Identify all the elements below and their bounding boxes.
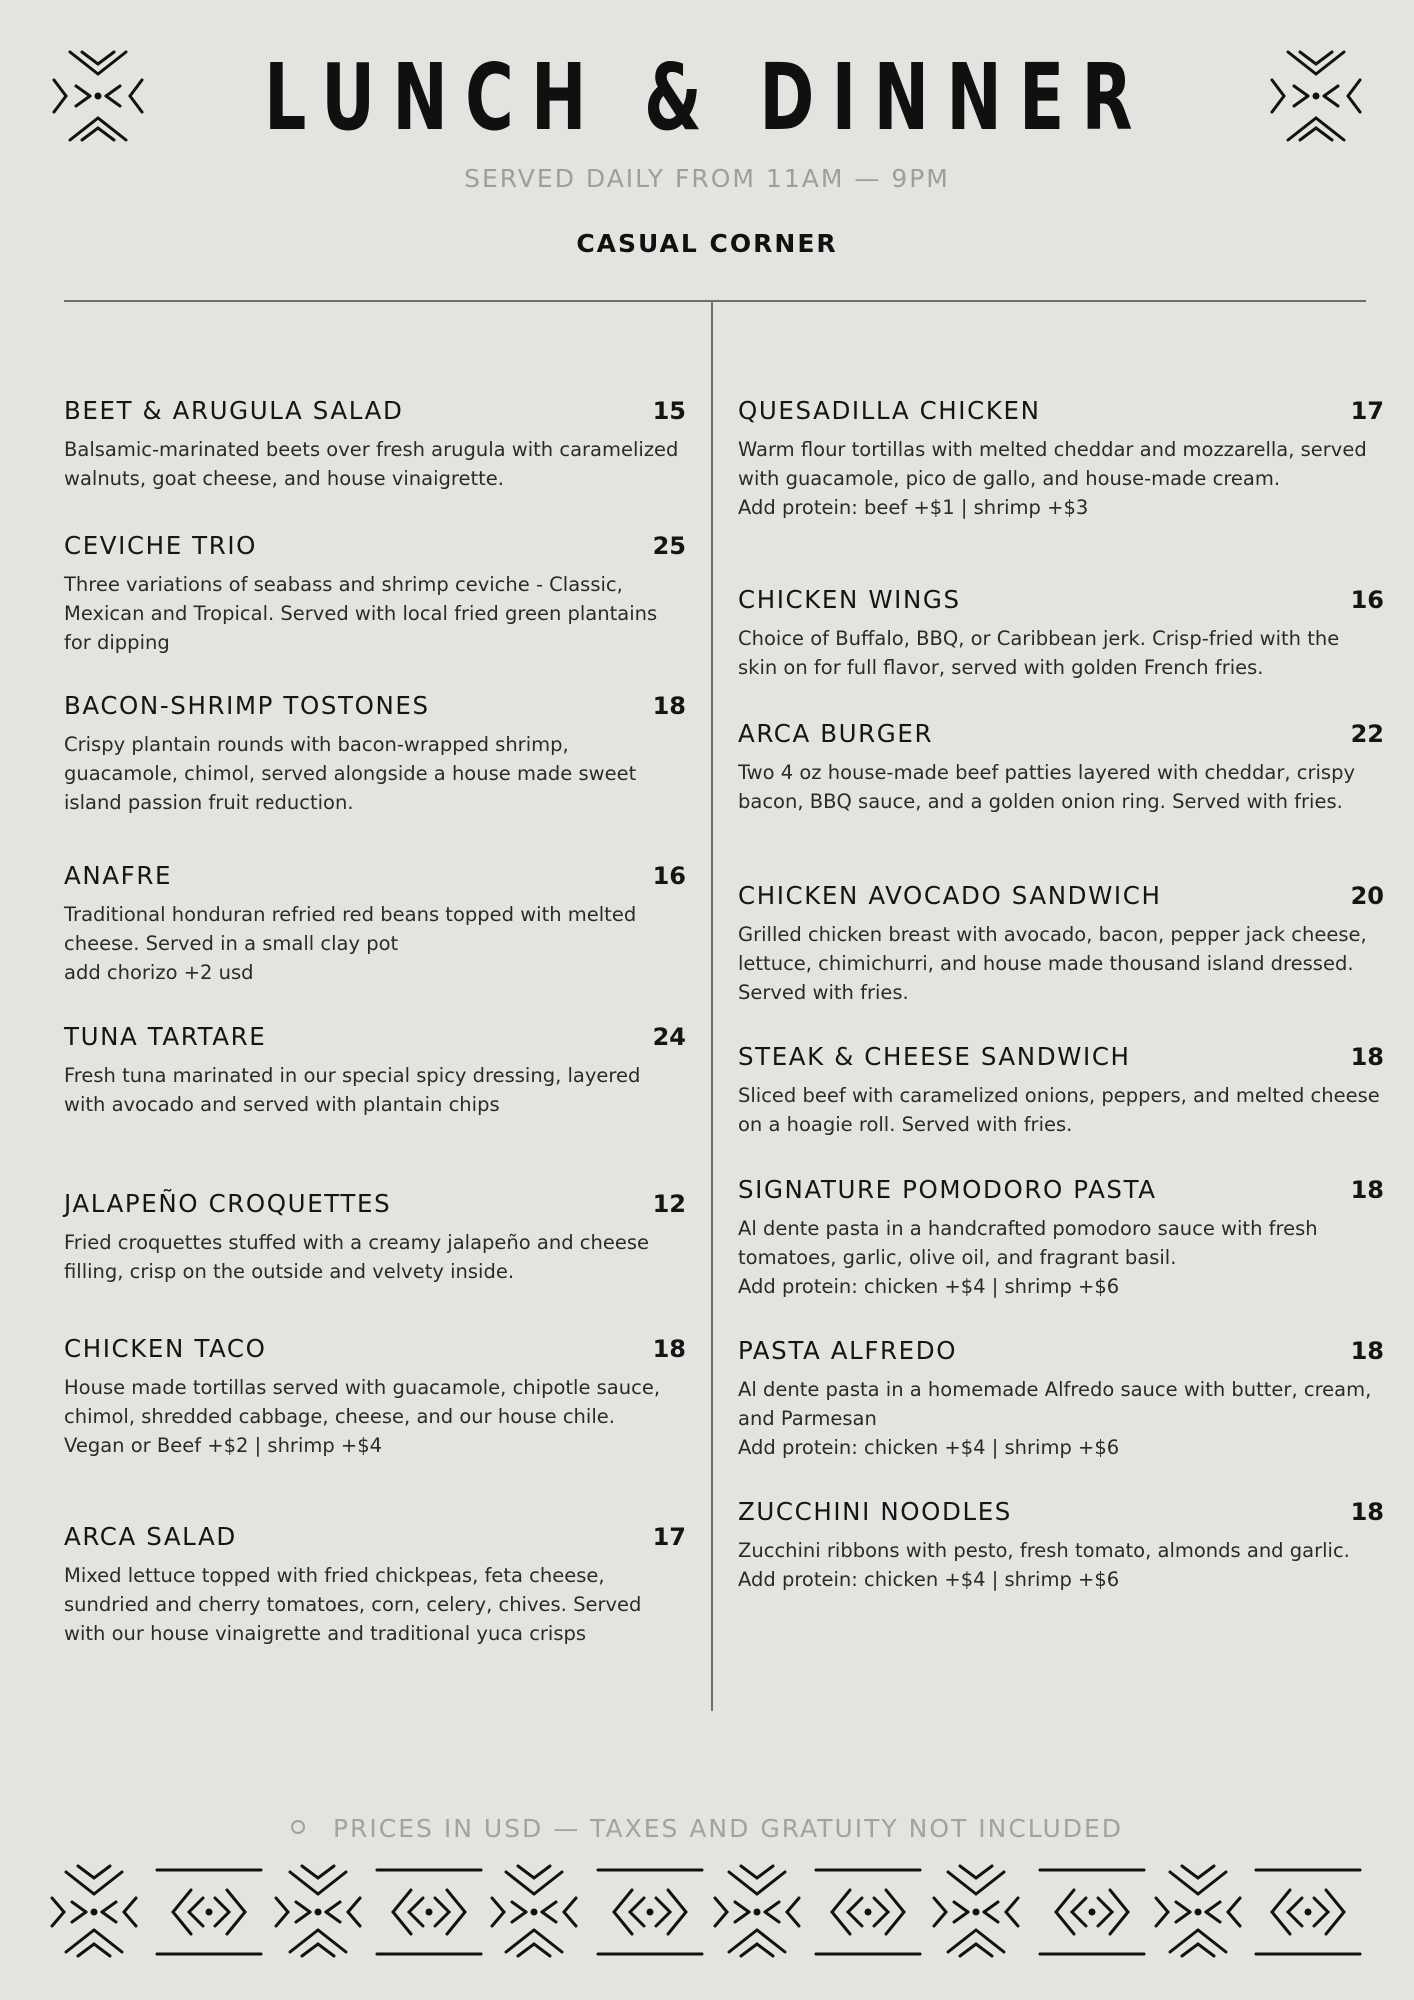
tribal-ornament-icon	[1270, 50, 1362, 142]
menu-item-steak-cheese-sandwich	[738, 1042, 1384, 1175]
menu-item-name: TUNA TARTARE	[64, 1022, 267, 1051]
menu-item-description: Sliced beef with caramelized onions, peppers, and melted cheese on a hoagie roll. Served with fries.	[738, 1084, 1380, 1136]
menu-item-price: 24	[652, 1023, 686, 1051]
menu-item-arca-salad	[64, 1522, 686, 1648]
menu-item-header	[64, 861, 686, 890]
menu-item-description: Fresh tuna marinated in our special spicy dressing, layered with avocado and served with plantain chips	[64, 1064, 641, 1116]
menu-item-anafre	[64, 861, 686, 1022]
menu-item-price: 18	[1350, 1176, 1384, 1204]
menu-item-ceviche-trio	[64, 531, 686, 691]
menu-item-header	[738, 1336, 1384, 1365]
menu-item-header	[738, 1042, 1384, 1071]
menu-item-beet-arugula-salad	[64, 396, 686, 531]
menu-item-header	[738, 1175, 1384, 1204]
menu-item-price: 17	[1350, 397, 1384, 425]
menu-item-jalape-o-croquettes	[64, 1189, 686, 1334]
menu-item-pasta-alfredo	[738, 1336, 1384, 1497]
menu-item-name: CHICKEN TACO	[64, 1334, 267, 1363]
menu-item-header	[64, 1022, 686, 1051]
menu-item-name: SIGNATURE POMODORO PASTA	[738, 1175, 1157, 1204]
menu-item-description: Al dente pasta in a handcrafted pomodoro sauce with fresh tomatoes, garlic, olive oil, and fragrant basil. Add protein: chicken +$4 | shrimp +$6	[738, 1217, 1318, 1298]
menu-item-name: BEET & ARUGULA SALAD	[64, 396, 404, 425]
venue-name: CASUAL CORNER	[576, 229, 838, 258]
menu-column-right	[738, 396, 1384, 1594]
menu-item-price: 18	[1350, 1498, 1384, 1526]
menu-item-name: ARCA BURGER	[738, 719, 934, 748]
menu-item-name: JALAPEÑO CROQUETTES	[64, 1189, 392, 1218]
menu-item-price: 15	[652, 397, 686, 425]
menu-item-price: 22	[1350, 720, 1384, 748]
menu-item-description: Traditional honduran refried red beans topped with melted cheese. Served in a small clay pot add chorizo +2 usd	[64, 903, 637, 984]
menu-item-header	[738, 585, 1384, 614]
menu-item-name: ARCA SALAD	[64, 1522, 237, 1551]
menu-title: LUNCH & DINNER	[264, 44, 1150, 151]
menu-item-price: 12	[652, 1190, 686, 1218]
menu-item-arca-burger	[738, 719, 1384, 881]
menu-item-chicken-wings	[738, 585, 1384, 719]
menu-item-chicken-taco	[64, 1334, 686, 1522]
menu-item-description: Choice of Buffalo, BBQ, or Caribbean jerk. Crisp-fried with the skin on for full flavor, served with golden French fries.	[738, 627, 1340, 679]
menu-item-name: BACON-SHRIMP TOSTONES	[64, 691, 430, 720]
menu-item-price: 25	[652, 532, 686, 560]
menu-item-description: Grilled chicken breast with avocado, bacon, pepper jack cheese, lettuce, chimichurri, and house made thousand island dressed. Served with fries.	[738, 923, 1367, 1004]
menu-item-header	[64, 396, 686, 425]
menu-item-name: CHICKEN WINGS	[738, 585, 961, 614]
menu-item-name: QUESADILLA CHICKEN	[738, 396, 1041, 425]
menu-item-description: Balsamic-marinated beets over fresh arugula with caramelized walnuts, goat cheese, and house vinaigrette.	[64, 438, 679, 490]
menu-item-header	[738, 1497, 1384, 1526]
menu-item-header	[738, 719, 1384, 748]
menu-item-header	[64, 1334, 686, 1363]
menu-item-header	[64, 531, 686, 560]
menu-item-name: STEAK & CHEESE SANDWICH	[738, 1042, 1131, 1071]
menu-item-description: Fried croquettes stuffed with a creamy jalapeño and cheese filling, crisp on the outside and velvety inside.	[64, 1231, 650, 1283]
menu-item-price: 16	[1350, 586, 1384, 614]
tribal-border-icon	[50, 1860, 1364, 1960]
menu-item-bacon-shrimp-tostones	[64, 691, 686, 861]
footer-note	[0, 1814, 1414, 1843]
menu-item-header	[64, 1189, 686, 1218]
menu-item-price: 16	[652, 862, 686, 890]
menu-item-description: Warm flour tortillas with melted cheddar and mozzarella, served with guacamole, pico de gallo, and house-made cream. Add protein: beef +$1 | shrimp +$3	[738, 438, 1367, 519]
menu-item-description: Three variations of seabass and shrimp ceviche - Classic, Mexican and Tropical. Served with local fried green plantains for dipping	[64, 573, 658, 654]
menu-item-name: CEVICHE TRIO	[64, 531, 258, 560]
menu-item-zucchini-noodles	[738, 1497, 1384, 1594]
menu-item-price: 18	[1350, 1337, 1384, 1365]
menu-item-price: 20	[1350, 882, 1384, 910]
menu-item-description: Zucchini ribbons with pesto, fresh tomato, almonds and garlic. Add protein: chicken +$4 | shrimp +$6	[738, 1539, 1350, 1591]
menu-item-header	[64, 691, 686, 720]
service-hours: SERVED DAILY FROM 11AM — 9PM	[464, 164, 950, 193]
column-divider	[711, 300, 713, 1711]
menu-item-quesadilla-chicken	[738, 396, 1384, 585]
menu-item-name: CHICKEN AVOCADO SANDWICH	[738, 881, 1162, 910]
menu-item-signature-pomodoro-pasta	[738, 1175, 1384, 1336]
menu-item-description: Mixed lettuce topped with fried chickpeas, feta cheese, sundried and cherry tomatoes, corn, celery, chives. Served with our house vinaigrette and traditional yuca crisps	[64, 1564, 642, 1645]
menu-item-tuna-tartare	[64, 1022, 686, 1189]
menu-item-chicken-avocado-sandwich	[738, 881, 1384, 1042]
menu-item-description: Two 4 oz house-made beef patties layered with cheddar, crispy bacon, BBQ sauce, and a golden onion ring. Served with fries.	[738, 761, 1355, 813]
menu-item-description: House made tortillas served with guacamole, chipotle sauce, chimol, shredded cabbage, cheese, and our house chile. Vegan or Beef +$2 | shrimp +$4	[64, 1376, 661, 1457]
menu-item-price: 17	[652, 1523, 686, 1551]
header-divider	[64, 300, 1366, 302]
menu-item-header	[64, 1522, 686, 1551]
bullet-icon	[291, 1820, 305, 1834]
menu-item-name: ANAFRE	[64, 861, 173, 890]
menu-item-header	[738, 881, 1384, 910]
menu-item-price: 18	[652, 692, 686, 720]
menu-column-left	[64, 396, 686, 1648]
menu-item-description: Al dente pasta in a homemade Alfredo sauce with butter, cream, and Parmesan Add protein: chicken +$4 | shrimp +$6	[738, 1378, 1372, 1459]
tribal-ornament-icon	[52, 50, 144, 142]
menu-item-header	[738, 396, 1384, 425]
menu-item-name: ZUCCHINI NOODLES	[738, 1497, 1012, 1526]
menu-item-description: Crispy plantain rounds with bacon-wrapped shrimp, guacamole, chimol, served alongside a house made sweet island passion fruit reduction.	[64, 733, 637, 814]
footer-note-text: PRICES IN USD — TAXES AND GRATUITY NOT INCLUDED	[332, 1814, 1124, 1843]
menu-item-price: 18	[1350, 1043, 1384, 1071]
menu-item-name: PASTA ALFREDO	[738, 1336, 958, 1365]
menu-item-price: 18	[652, 1335, 686, 1363]
